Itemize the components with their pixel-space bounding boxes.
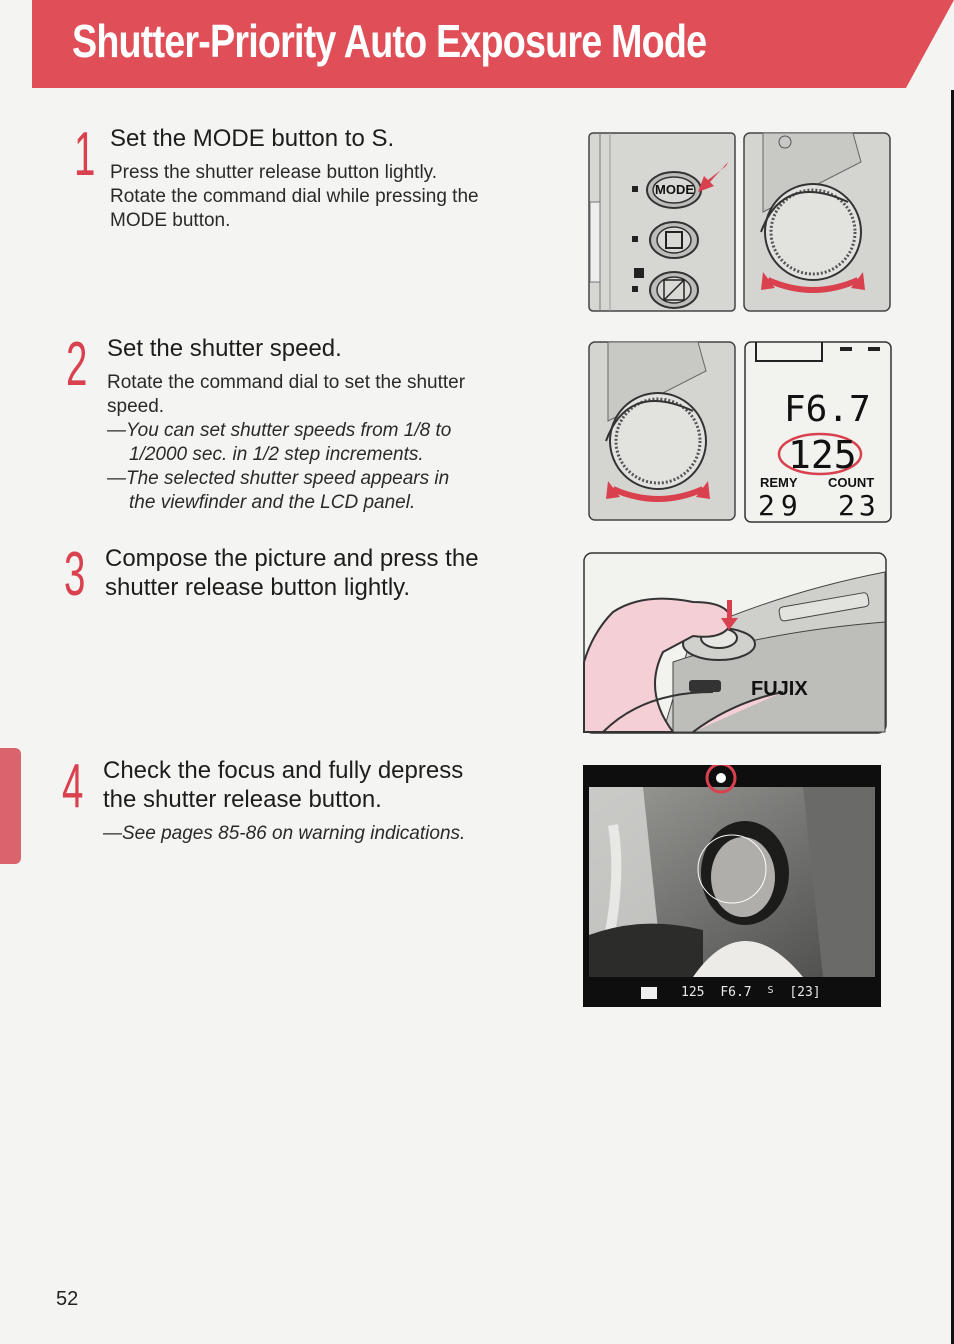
page-number: 52 [56, 1288, 79, 1310]
lcd-aperture: F6.7 [784, 389, 871, 430]
figure-command-dial-1 [743, 132, 891, 312]
step-note: —See pages 85-86 on warning indications. [103, 823, 466, 844]
camera-brand: FUJIX [751, 678, 808, 700]
page-title: Shutter-Priority Auto Exposure Mode [72, 15, 707, 67]
step-title: Set the shutter speed. [107, 335, 342, 362]
figure-mode-buttons [588, 132, 736, 312]
figure-lcd-panel [744, 341, 892, 523]
lcd-remy-value: 29 [758, 489, 804, 522]
step-title: Check the focus and fully depress the shutter release button. [103, 757, 464, 813]
step-number: 2 [66, 330, 88, 399]
figure-shutter-press [583, 552, 887, 734]
step-title: Set the MODE button to S. [110, 125, 395, 152]
figure-command-dial-2 [588, 341, 736, 521]
mode-button-label: MODE [655, 182, 694, 197]
step-number: 1 [74, 120, 96, 189]
figure-viewfinder [583, 765, 881, 1007]
step-number: 3 [64, 540, 86, 609]
viewfinder-mode: S [767, 985, 774, 996]
viewfinder-count: [23] [789, 985, 821, 1000]
step-body: Press the shutter release button lightly. Rotate the command dial while pressing the MODE button. [110, 162, 479, 231]
viewfinder-aperture: F6.7 [720, 985, 752, 1000]
step-title: Compose the picture and press the shutter release button lightly. [105, 545, 479, 601]
viewfinder-shutter: 125 [681, 985, 705, 1000]
lcd-remy-label: REMY [760, 475, 798, 490]
section-tab [0, 748, 21, 864]
viewfinder-readout [681, 985, 821, 1000]
lcd-count-label: COUNT [828, 475, 875, 490]
step-number: 4 [62, 752, 84, 821]
lcd-shutter: 125 [788, 433, 857, 477]
step-body: Rotate the command dial to set the shutter speed. —You can set shutter speeds from 1/8 to 1/2000 sec. in 1/2 step increments. —The selected shutter speed appears in the viewfinder and the LCD panel. [107, 372, 466, 513]
mode-button [634, 268, 644, 278]
lcd-count-value: 23 [838, 489, 880, 522]
header-banner [32, 0, 954, 88]
